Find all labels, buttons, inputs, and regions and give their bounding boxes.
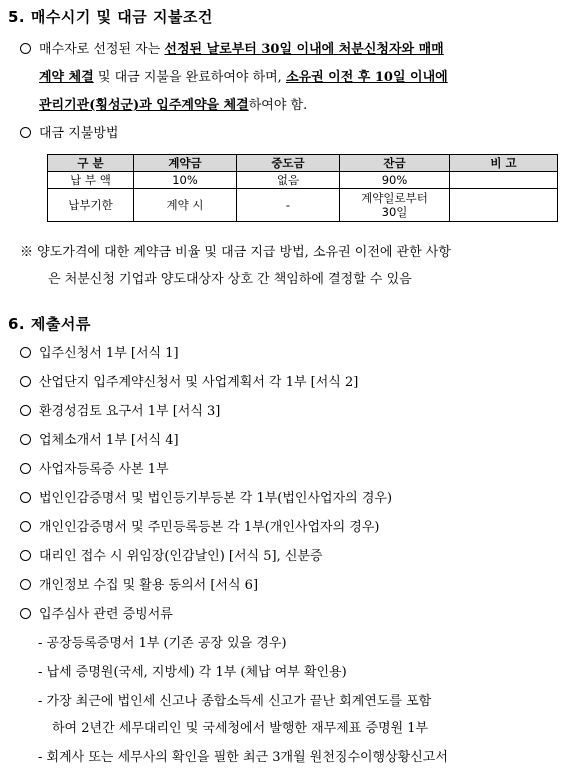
payment-table xyxy=(47,154,558,222)
table-row xyxy=(48,172,558,189)
list-item-text: 산업단지 입주계약신청서 및 사업계획서 각 1부 [서식 2] xyxy=(39,375,359,390)
list-item-text: 환경성검토 요구서 1부 [서식 3] xyxy=(39,404,221,419)
table-cell: 없음 xyxy=(237,172,340,189)
table-header-row xyxy=(48,155,558,172)
bullet-text-bold: 관리기관(횡성군)과 입주계약을 체결 xyxy=(39,98,249,113)
payment-terms-bullet-line-2 xyxy=(39,66,448,85)
table-cell: 90% xyxy=(340,172,450,189)
list-item-text: 사업자등록증 사본 1부 xyxy=(39,462,169,477)
table-cell: 납부기한 xyxy=(48,189,134,222)
list-item xyxy=(20,516,379,535)
table-cell: 납 부 액 xyxy=(48,172,134,189)
circle-bullet-icon xyxy=(20,127,31,138)
note-line-2: 은 처분신청 기업과 양도대상자 상호 간 책임하에 결정할 수 있음 xyxy=(48,272,412,287)
bullet-text: 및 대금 지불을 완료하여야 하며, xyxy=(93,70,286,85)
sub-list-item: - 공장등록증명서 1부 (기존 공장 있을 경우) xyxy=(38,636,287,651)
bullet-text: 하여야 함. xyxy=(248,98,308,113)
table-header: 잔금 xyxy=(340,155,450,172)
list-item-text: 입주신청서 1부 [서식 1] xyxy=(39,346,179,361)
table-cell: 계약일로부터 30일 xyxy=(340,189,450,222)
list-item xyxy=(20,371,358,390)
bullet-text-bold: 계약 체결 xyxy=(39,70,94,85)
bullet-text-bold: 소유권 이전 후 10일 이내에 xyxy=(285,70,448,85)
circle-bullet-icon xyxy=(20,579,31,590)
list-item-text: 개인정보 수집 및 활용 동의서 [서식 6] xyxy=(39,578,259,593)
payment-terms-bullet-line-1 xyxy=(20,38,444,57)
table-cell: - xyxy=(237,189,340,222)
list-item xyxy=(20,545,323,564)
list-item-text: 법인인감증명서 및 법인등기부등본 각 1부(법인사업자의 경우) xyxy=(39,491,393,506)
table-row xyxy=(48,189,558,222)
list-item-text: 대리인 접수 시 위임장(인감날인) [서식 5], 신분증 xyxy=(39,549,323,564)
circle-bullet-icon xyxy=(20,492,31,503)
circle-bullet-icon xyxy=(20,43,31,54)
section-6-title: 6. 제출서류 xyxy=(8,315,91,333)
payment-method-bullet xyxy=(20,122,118,141)
circle-bullet-icon xyxy=(20,521,31,532)
section-5-title: 5. 매수시기 및 대금 지불조건 xyxy=(8,8,213,26)
list-item xyxy=(20,458,169,477)
table-cell xyxy=(450,172,558,189)
circle-bullet-icon xyxy=(20,376,31,387)
list-item xyxy=(20,487,392,506)
table-header: 구 분 xyxy=(48,155,134,172)
circle-bullet-icon xyxy=(20,434,31,445)
list-item xyxy=(20,574,258,593)
sub-list-item: - 납세 증명원(국세, 지방세) 각 1부 (체납 여부 확인용) xyxy=(38,665,347,680)
note-mark: ※ xyxy=(20,245,34,260)
list-item xyxy=(20,400,220,419)
circle-bullet-icon xyxy=(20,550,31,561)
sub-list-item-continued: 하여 2년간 세무대리인 및 국세청에서 발행한 재무제표 증명원 1부 xyxy=(52,721,429,736)
sub-list-item: - 가장 최근에 법인세 신고나 종합소득세 신고가 끝난 회계연도를 포함 xyxy=(38,694,432,709)
list-item xyxy=(20,603,173,622)
bullet-text: 매수자로 선정된 자는 xyxy=(39,42,165,57)
list-item-text: 개인인감증명서 및 주민등록등본 각 1부(개인사업자의 경우) xyxy=(39,520,380,535)
circle-bullet-icon xyxy=(20,405,31,416)
circle-bullet-icon xyxy=(20,608,31,619)
sub-list-item: - 회계사 또는 세무사의 확인을 필한 최근 3개월 원천징수이행상황신고서 xyxy=(38,750,448,765)
table-header: 계약금 xyxy=(134,155,237,172)
circle-bullet-icon xyxy=(20,347,31,358)
list-item-text: 업체소개서 1부 [서식 4] xyxy=(39,433,179,448)
circle-bullet-icon xyxy=(20,463,31,474)
list-item xyxy=(20,429,179,448)
table-header: 중도금 xyxy=(237,155,340,172)
bullet-text-bold: 선정된 날로부터 30일 이내에 처분신청자와 매매 xyxy=(164,42,444,57)
bullet-text: 대금 지불방법 xyxy=(39,126,119,141)
payment-terms-bullet-line-3 xyxy=(39,94,307,113)
table-cell: 10% xyxy=(134,172,237,189)
table-cell: 계약 시 xyxy=(134,189,237,222)
table-cell xyxy=(450,189,558,222)
note-line-1 xyxy=(20,241,451,260)
note-text: 양도가격에 대한 계약금 비율 및 대금 지급 방법, 소유권 이전에 관한 사항 xyxy=(37,245,451,260)
list-item-text: 입주심사 관련 증빙서류 xyxy=(39,607,173,622)
table-header: 비 고 xyxy=(450,155,558,172)
list-item xyxy=(20,342,179,361)
